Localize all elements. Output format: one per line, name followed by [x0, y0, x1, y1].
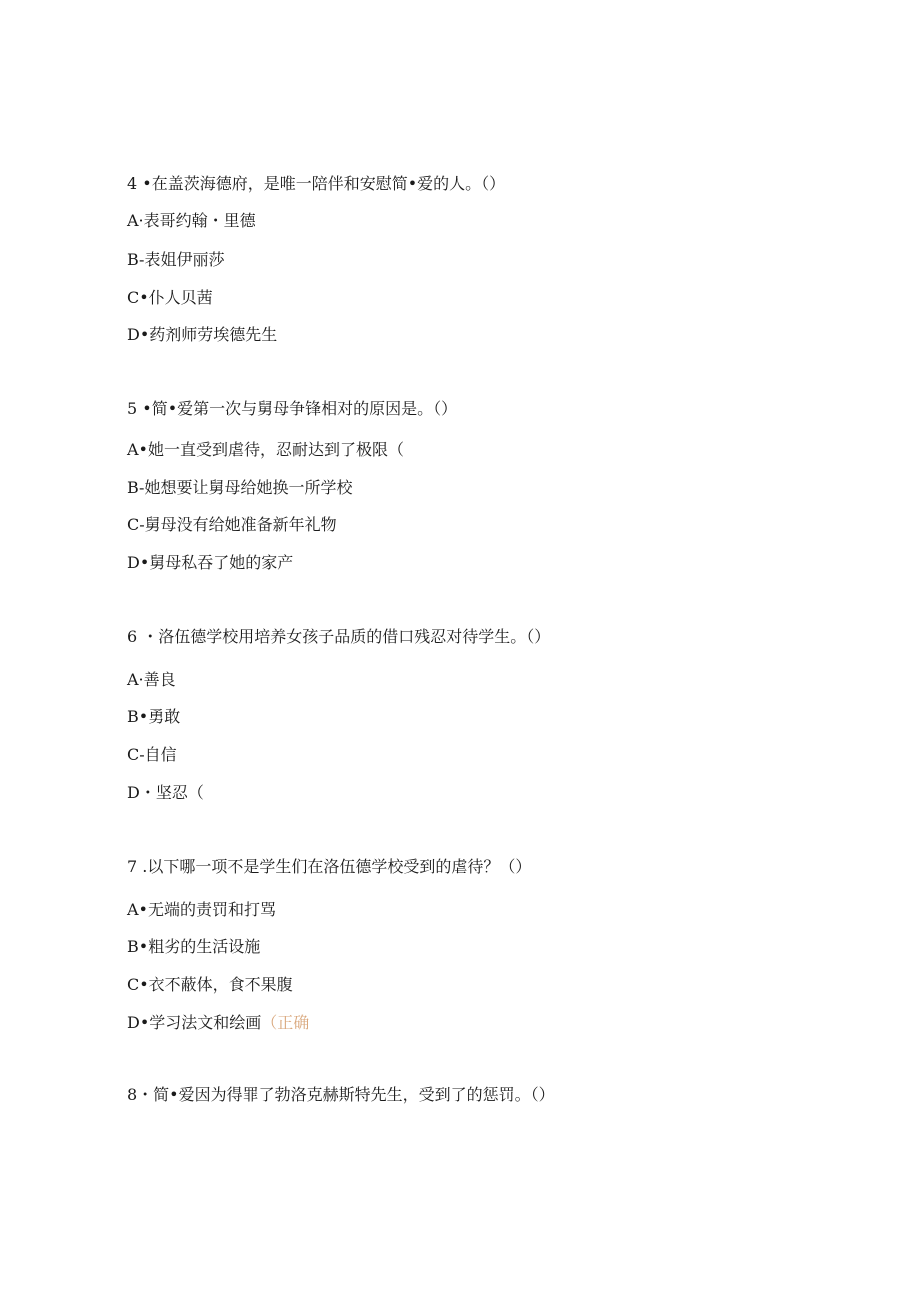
answer-note: （正确 — [261, 1013, 310, 1032]
question-stem: 4 •在盖茨海德府，是唯一陪伴和安慰简•爱的人。（） — [127, 174, 506, 193]
option-c: C-舅母没有给她准备新年礼物 — [127, 515, 337, 534]
option-b: B-表姐伊丽莎 — [127, 250, 225, 269]
option-d: D・坚忍（ — [127, 783, 204, 802]
option-b: B•粗劣的生活设施 — [127, 937, 261, 956]
option-a: A•无端的责罚和打骂 — [127, 900, 276, 919]
question-stem: 8・简•爱因为得罪了勃洛克赫斯特先生，受到了的惩罚。（） — [127, 1085, 555, 1104]
option-d: D•药剂师劳埃德先生 — [127, 325, 278, 344]
option-d: D•舅母私吞了她的家产 — [127, 553, 294, 572]
option-c: C-自信 — [127, 745, 177, 764]
option-a: A·表哥约翰・里德 — [127, 211, 256, 230]
option-c: C•仆人贝茜 — [127, 288, 213, 307]
option-a: A·善良 — [127, 670, 176, 689]
question-stem: 7 .以下哪一项不是学生们在洛伍德学校受到的虐待？（） — [127, 857, 532, 876]
option-c: C•衣不蔽体，食不果腹 — [127, 975, 293, 994]
option-d-row — [127, 1012, 309, 1034]
option-a: A•她一直受到虐待，忍耐达到了极限（ — [127, 440, 404, 459]
option-b: B•勇敢 — [127, 707, 181, 726]
option-b: B-她想要让舅母给她换一所学校 — [127, 478, 353, 497]
option-d: D•学习法文和绘画 — [127, 1013, 262, 1032]
question-stem: 5 •简•爱第一次与舅母争锋相对的原因是。（） — [127, 399, 458, 418]
question-stem: 6 ・洛伍德学校用培养女孩子品质的借口残忍对待学生。（） — [127, 627, 551, 646]
